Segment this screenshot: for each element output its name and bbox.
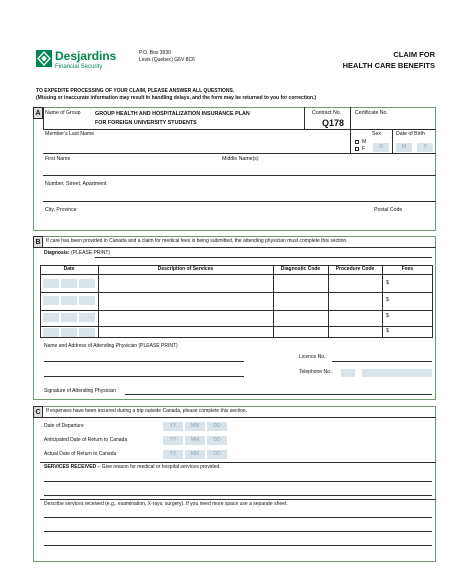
last-name-input[interactable] (45, 138, 345, 151)
row3-date-3[interactable] (79, 313, 95, 322)
row1-date-1[interactable] (43, 279, 59, 288)
physician-label (44, 344, 178, 350)
section-a-tab: A (33, 107, 43, 119)
dob-year[interactable]: Y (417, 143, 433, 152)
middle-names-input[interactable] (222, 163, 432, 174)
physician-hint: (PLEASE PRINT) (138, 343, 178, 349)
diagnosis-label (44, 251, 110, 257)
row3-date-2[interactable] (61, 313, 77, 322)
actual-return-label: Actual Date of Return to Canada (44, 451, 117, 457)
telephone-label: Telephone No.: (299, 369, 333, 375)
sex-f-checkbox[interactable] (355, 147, 359, 151)
address-line-1: P.O. Box 3930 (139, 50, 171, 56)
sex-m-checkbox[interactable] (355, 140, 359, 144)
services-received-hint: – Give reason for medical or hospital services provided. (97, 464, 221, 470)
col-procedure-code: Procedure Code (335, 266, 375, 272)
logo-name: Desjardins (55, 49, 117, 63)
intro-line-1: TO EXPEDITE PROCESSING OF YOUR CLAIM, PLEASE ANSWER ALL QUESTIONS. (36, 88, 235, 94)
row2-fee-symbol: $ (386, 297, 389, 303)
contract-number: Q178 (322, 118, 345, 128)
anticipated-mm[interactable]: MM (185, 436, 205, 445)
sex-f-label: F (362, 146, 366, 152)
section-b-intro: If care has been provided in Canada and a claim for medical fees is being submitted, the attending physician must complete this section. (46, 238, 348, 244)
row4-date-1[interactable] (43, 328, 59, 337)
actual-dd[interactable]: DD (207, 450, 227, 459)
address-line-2: Levis (Quebec) G6V 8C6 (139, 57, 195, 63)
licence-label: Licence No.: (299, 354, 327, 360)
anticipated-yy[interactable]: YY (163, 436, 183, 445)
physician-title: Name and Address of Attending Physician (44, 343, 138, 349)
row4-fee-symbol: $ (386, 328, 389, 334)
first-name-label: First Name (45, 156, 71, 162)
actual-mm[interactable]: MM (185, 450, 205, 459)
postal-code-input[interactable] (372, 214, 432, 227)
street-label: Number, Street, Apartment (45, 181, 107, 187)
logo (36, 50, 52, 67)
dob-label: Date of Birth (396, 131, 425, 137)
departure-label: Date of Departure (44, 423, 84, 429)
street-input[interactable] (45, 188, 433, 199)
col-fees: Fees (401, 266, 414, 272)
services-received (44, 465, 221, 471)
anticipated-return-label: Anticipated Date of Return to Canada (44, 437, 128, 443)
phone-number[interactable] (362, 369, 432, 377)
row2-date-3[interactable] (79, 296, 95, 305)
desjardins-logo-icon (36, 50, 52, 67)
group-name-line-1: GROUP HEALTH AND HOSPITALIZATION INSURANCE PLAN (95, 111, 250, 117)
last-name-label: Member's Last Name (45, 131, 95, 137)
row1-date-2[interactable] (61, 279, 77, 288)
intro-line-2: (Missing or inaccurate information may result in handling delays, and the form may be returned to you for correction.) (36, 95, 317, 101)
group-name-line-2: FOR FOREIGN UNIVERSITY STUDENTS (95, 120, 197, 126)
row1-fee-symbol: $ (386, 280, 389, 286)
contract-label: Contract No. (312, 110, 342, 116)
section-c-tab: C (33, 406, 43, 418)
services-received-title: SERVICES RECEIVED (44, 464, 97, 470)
diagnosis-title: Diagnosis: (44, 250, 70, 256)
anticipated-dd[interactable]: DD (207, 436, 227, 445)
form-title-line-1: CLAIM FOR (393, 50, 435, 59)
col-diagnostic-code: Diagnostic Code (280, 266, 321, 272)
section-c (33, 406, 436, 562)
col-date: Date (63, 266, 75, 272)
dob-month[interactable]: M (396, 143, 412, 152)
form-title-line-2: HEALTH CARE BENEFITS (342, 61, 435, 70)
group-name-label: Name of Group (45, 110, 81, 116)
row2-date-2[interactable] (61, 296, 77, 305)
section-c-intro: If expenses have been incurred during a trip outside Canada, please complete this section. (46, 408, 247, 414)
col-description: Description of Services (157, 266, 214, 272)
sex-label: Sex (372, 131, 381, 137)
certificate-label: Certificate No. (355, 110, 388, 116)
postal-code-label: Postal Code (374, 207, 403, 213)
city-label: City, Province (45, 207, 77, 213)
departure-mm[interactable]: MM (185, 422, 205, 431)
row1-date-3[interactable] (79, 279, 95, 288)
departure-dd[interactable]: DD (207, 422, 227, 431)
dob-day[interactable]: D (373, 143, 389, 152)
signature-label: Signature of Attending Physician (44, 388, 116, 394)
describe-services-label: Describe services received (e.g., examination, X-rays, surgery). If you need more space use a separate sheet. (44, 501, 288, 507)
diagnosis-hint: (PLEASE PRINT) (70, 250, 111, 256)
middle-names-label: Middle Name(s) (222, 156, 259, 162)
city-input[interactable] (45, 214, 365, 227)
departure-yy[interactable]: YY (163, 422, 183, 431)
logo-subtitle: Financial Security (55, 64, 103, 70)
sex-m-label: M (362, 139, 367, 145)
row3-date-1[interactable] (43, 313, 59, 322)
certificate-input[interactable] (352, 117, 434, 128)
row4-date-2[interactable] (61, 328, 77, 337)
first-name-input[interactable] (45, 163, 215, 174)
row2-date-1[interactable] (43, 296, 59, 305)
actual-yy[interactable]: YY (163, 450, 183, 459)
section-b-tab: B (33, 236, 43, 248)
row4-date-3[interactable] (79, 328, 95, 337)
phone-area-code[interactable] (341, 369, 355, 377)
row3-fee-symbol: $ (386, 313, 389, 319)
